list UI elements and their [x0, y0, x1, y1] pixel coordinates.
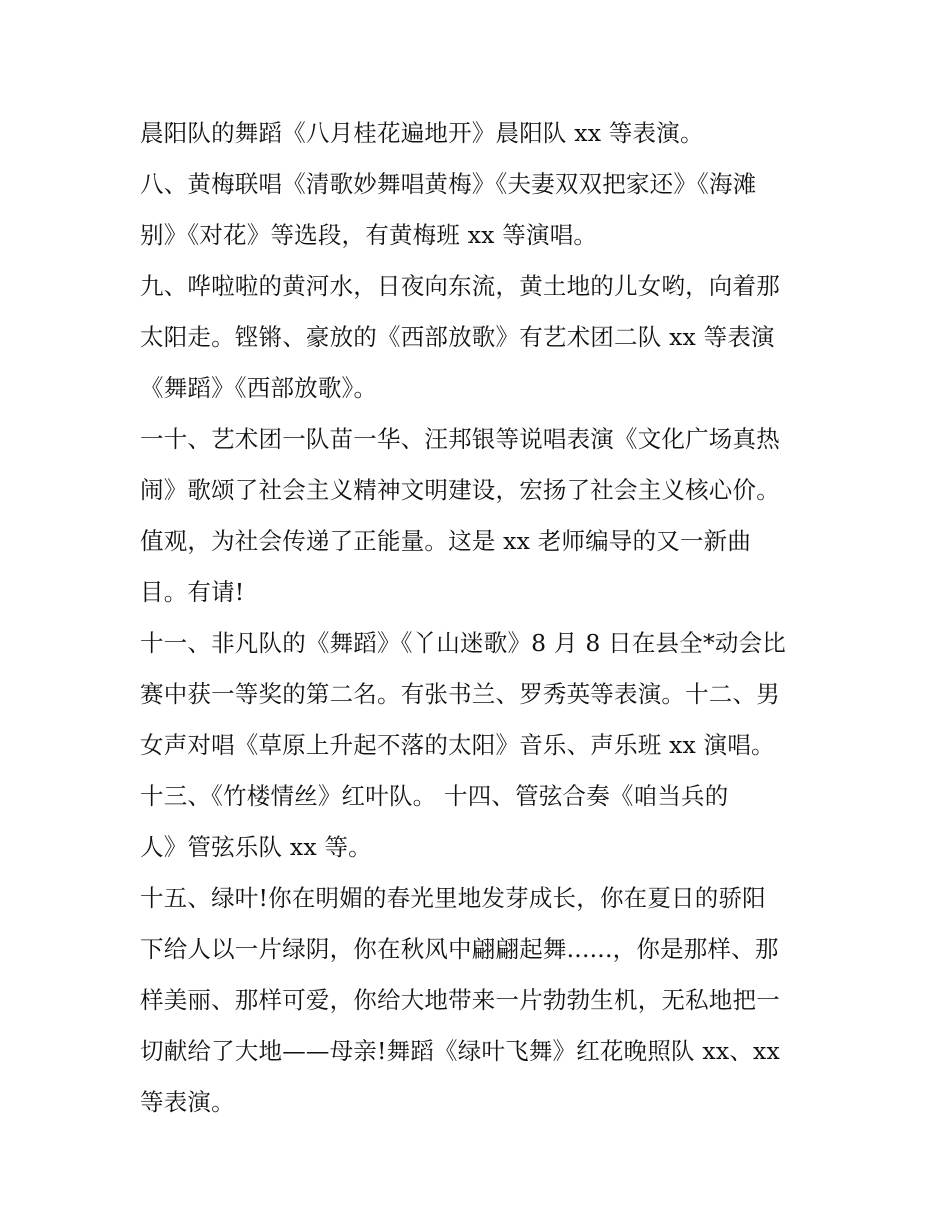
text-line: 十五、绿叶!你在明媚的春光里地发芽成长，你在夏日的骄阳	[140, 884, 766, 912]
text-line: 十三、《竹楼情丝》红叶队。 十四、管弦合奏《咱当兵的	[140, 782, 729, 810]
text-line: 晨阳队的舞蹈《八月桂花遍地开》晨阳队 xx 等表演。	[140, 119, 704, 147]
text-line: 切献给了大地——母亲!舞蹈《绿叶飞舞》红花晚照队 xx、xx	[140, 1037, 780, 1065]
text-line: 下给人以一片绿阴，你在秋风中翩翩起舞......，你是那样、那	[140, 935, 779, 963]
text-line: 十一、非凡队的《舞蹈》《丫山迷歌》8 月 8 日在县全*动会比	[140, 629, 787, 657]
text-line: 九、哗啦啦的黄河水，日夜向东流，黄土地的儿女哟，向着那	[140, 272, 780, 300]
text-line: 女声对唱《草原上升起不落的太阳》音乐、声乐班 xx 演唱。	[140, 731, 775, 759]
text-line: 别》《对花》等选段，有黄梅班 xx 等演唱。	[140, 221, 598, 249]
text-line: 一十、艺术团一队苗一华、汪邦银等说唱表演《文化广场真热	[140, 425, 780, 453]
text-line: 目。有请!	[140, 578, 245, 606]
text-line: 太阳走。铿锵、豪放的《西部放歌》有艺术团二队 xx 等表演	[140, 323, 775, 351]
program-text	[140, 108, 820, 1128]
text-line: 赛中获一等奖的第二名。有张书兰、罗秀英等表演。十二、男	[140, 680, 780, 708]
text-line: 八、黄梅联唱《清歌妙舞唱黄梅》《夫妻双双把家还》《海滩	[140, 170, 757, 198]
text-line: 人》管弦乐队 xx 等。	[140, 833, 372, 861]
text-line: 样美丽、那样可爱，你给大地带来一片勃勃生机，无私地把一	[140, 986, 780, 1014]
text-line: 值观，为社会传递了正能量。这是 xx 老师编导的又一新曲	[140, 527, 752, 555]
text-line: 《舞蹈》《西部放歌》。	[140, 374, 378, 402]
text-line: 等表演。	[140, 1088, 235, 1116]
text-line: 闹》歌颂了社会主义精神文明建设，宏扬了社会主义核心价。	[140, 476, 780, 504]
